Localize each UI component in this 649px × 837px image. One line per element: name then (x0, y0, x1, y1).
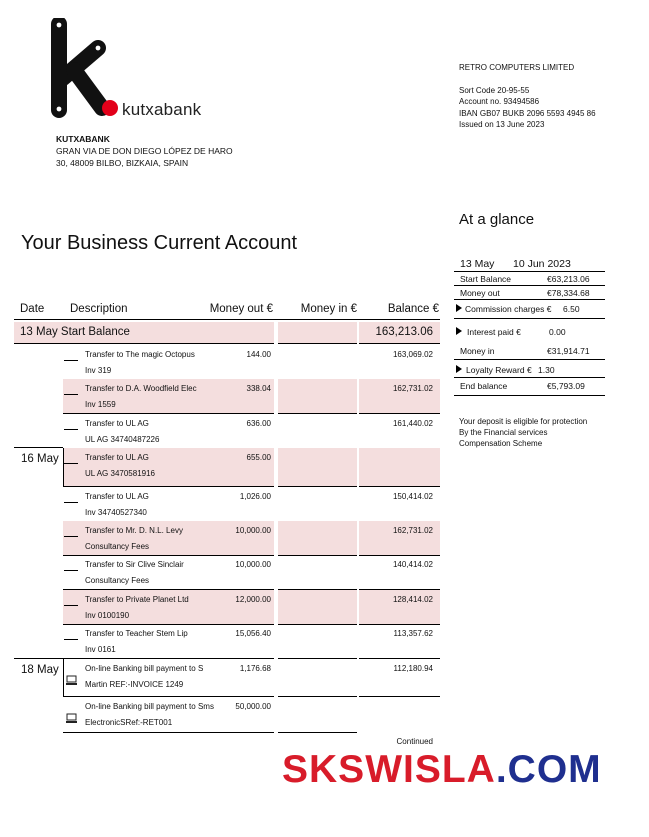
row-money-out: 10,000.00 (235, 526, 271, 535)
page-title: Your Business Current Account (21, 232, 298, 254)
row-description: On-line Banking bill payment to Sms (85, 702, 214, 711)
row-rule (278, 658, 357, 659)
row-rule (278, 343, 357, 344)
row-marker (64, 536, 78, 537)
row-rule (359, 555, 440, 556)
start-balance-label-side: Start Balance (460, 274, 512, 284)
header-money-out: Money out € (209, 303, 273, 315)
row-rule (278, 732, 357, 733)
row-marker (64, 502, 78, 503)
row-marker (64, 605, 78, 606)
expand-triangle-icon[interactable] (456, 365, 462, 373)
loyalty-value: 1.30 (538, 365, 555, 375)
row-rule (63, 696, 274, 697)
protection-line: Your deposit is eligible for protection (459, 417, 588, 426)
row-shade (278, 448, 357, 486)
row-rule (278, 696, 357, 697)
row-money-out: 655.00 (246, 453, 271, 462)
watermark-suffix: .COM (495, 748, 602, 791)
row-balance: 162,731.02 (392, 526, 433, 535)
row-rule (359, 343, 440, 344)
bank-name: KUTXABANK (56, 134, 110, 144)
row-description: Transfer to UL AG (85, 453, 149, 462)
row-balance: 140,414.02 (392, 560, 433, 569)
row-rule (278, 486, 357, 487)
start-row-in-shade (278, 322, 357, 343)
end-balance-label: End balance (460, 381, 508, 391)
customer-name: RETRO COMPUTERS LIMITED (459, 63, 575, 72)
row-reference: Martin REF:-INVOICE 1249 (85, 680, 184, 689)
row-description: Transfer to Private Planet Ltd (85, 595, 189, 604)
row-rule (359, 486, 440, 487)
row-description: On-line Banking bill payment to S (85, 664, 204, 673)
date-rule (14, 658, 63, 659)
row-description: Transfer to Sir Clive Sinclair (85, 560, 184, 569)
row-description: Transfer to D.A. Woodfield Elec (85, 384, 197, 393)
row-rule (63, 658, 274, 659)
row-reference: Inv 0100190 (85, 611, 130, 620)
computer-icon (66, 672, 77, 682)
account-number: Account no. 93494586 (459, 97, 540, 106)
interest-value: 0.00 (549, 327, 566, 337)
row-rule (63, 413, 274, 414)
expand-triangle-icon[interactable] (456, 304, 462, 312)
row-marker (64, 360, 78, 361)
protection-line: Compensation Scheme (459, 439, 543, 448)
row-balance: 162,731.02 (392, 384, 433, 393)
period-from: 13 May (460, 258, 495, 270)
money-out-value: €78,334.68 (547, 288, 590, 298)
row-balance: 128,414.02 (392, 595, 433, 604)
iban: IBAN GB07 BUKB 2096 5593 4945 86 (459, 108, 596, 118)
header-rule (14, 319, 440, 320)
watermark (282, 748, 602, 792)
row-rule (359, 658, 440, 659)
row-reference: Inv 1559 (85, 400, 116, 409)
row-rule (63, 732, 274, 733)
row-rule (359, 696, 440, 697)
period-to: 10 Jun 2023 (513, 258, 571, 270)
kutxabank-logo (50, 18, 120, 123)
start-balance-label: 13 May Start Balance (20, 326, 130, 338)
row-money-out: 1,026.00 (239, 492, 271, 501)
money-in-value: €31,914.71 (547, 346, 590, 356)
row-shade (278, 590, 357, 624)
row-description: Transfer to Teacher Stem Lip (85, 629, 188, 638)
row-rule (359, 413, 440, 414)
row-description: Transfer to The magic Octopus (85, 350, 195, 359)
bank-address-line1: GRAN VIA DE DON DIEGO LÓPEZ DE HARO (56, 146, 233, 156)
bank-address-line2: 30, 48009 BILBO, BIZKAIA, SPAIN (56, 158, 189, 168)
commission-label: Commission charges € (465, 304, 552, 314)
row-shade (278, 521, 357, 555)
row-reference: Inv 319 (85, 366, 112, 375)
row-rule (63, 624, 274, 625)
row-rule (278, 555, 357, 556)
row-money-out: 636.00 (246, 419, 271, 428)
computer-icon (66, 710, 77, 720)
row-rule (359, 624, 440, 625)
row-money-out: 338.04 (246, 384, 271, 393)
bank-address (56, 133, 233, 169)
start-balance-value: 163,213.06 (375, 326, 433, 338)
row-reference: Inv 0161 (85, 645, 116, 654)
row-marker (64, 463, 78, 464)
row-balance: 113,357.62 (393, 629, 433, 638)
protection-line: By the Financial services (459, 428, 548, 437)
row-rule (14, 343, 274, 344)
row-marker (64, 570, 78, 571)
date-divider (63, 448, 64, 486)
money-in-label: Money in (460, 346, 495, 356)
row-marker (64, 394, 78, 395)
row-money-out: 10,000.00 (235, 560, 271, 569)
row-balance: 150,414.02 (392, 492, 433, 501)
glance-rule (454, 359, 605, 360)
logo-wordmark: kutxabank (122, 100, 202, 119)
glance-rule (454, 318, 605, 319)
row-reference: Consultancy Fees (85, 542, 150, 551)
row-money-out: 12,000.00 (235, 595, 271, 604)
row-reference: ElectronicSRef:-RET001 (85, 718, 173, 727)
header-balance: Balance € (387, 303, 439, 315)
row-shade (359, 448, 440, 486)
issued-date: Issued on 13 June 2023 (459, 120, 545, 129)
customer-details (459, 62, 596, 131)
row-money-out: 1,176.68 (239, 664, 271, 673)
row-balance: 112,180.94 (393, 664, 433, 673)
glance-title: At a glance (459, 211, 535, 228)
header-description: Description (70, 303, 128, 315)
row-reference: Consultancy Fees (85, 576, 150, 585)
watermark-main: SKSWISLA (282, 748, 496, 791)
row-balance: 163,069.02 (392, 350, 433, 359)
continued-label: Continued (396, 737, 433, 746)
row-money-out: 50,000.00 (235, 702, 271, 711)
row-rule (278, 413, 357, 414)
loyalty-label: Loyalty Reward € (466, 365, 532, 375)
row-money-out: 144.00 (246, 350, 271, 359)
row-rule (63, 486, 274, 487)
row-rule (63, 555, 274, 556)
row-reference: Inv 34740527340 (85, 508, 147, 517)
date-divider (63, 659, 64, 696)
row-reference: UL AG 34740487226 (85, 435, 160, 444)
row-reference: UL AG 3470581916 (85, 469, 155, 478)
row-rule (278, 624, 357, 625)
sort-code: Sort Code 20-95-55 (459, 85, 530, 95)
glance-rule (454, 395, 605, 396)
row-marker (64, 429, 78, 430)
interest-label: Interest paid € (467, 327, 521, 337)
start-balance-side: €63,213.06 (547, 274, 590, 284)
commission-value: 6.50 (563, 304, 580, 314)
glance-rule (454, 299, 605, 300)
header-date: Date (20, 303, 45, 315)
end-balance-value: €5,793.09 (547, 381, 585, 391)
row-date: 18 May (21, 664, 59, 676)
row-marker (64, 639, 78, 640)
row-money-out: 15,056.40 (235, 629, 271, 638)
glance-rule (454, 285, 605, 286)
row-date: 16 May (21, 453, 59, 465)
row-description: Transfer to Mr. D. N.L. Levy (85, 526, 183, 535)
header-money-in: Money in € (300, 303, 357, 315)
row-description: Transfer to UL AG (85, 419, 149, 428)
expand-triangle-icon[interactable] (456, 327, 462, 335)
row-balance: 161,440.02 (392, 419, 433, 428)
row-description: Transfer to UL AG (85, 492, 149, 501)
glance-rule (454, 377, 605, 378)
row-shade (278, 379, 357, 413)
glance-rule (454, 271, 605, 272)
protection-note (459, 416, 587, 449)
money-out-label: Money out (460, 288, 500, 298)
date-rule (14, 447, 63, 448)
